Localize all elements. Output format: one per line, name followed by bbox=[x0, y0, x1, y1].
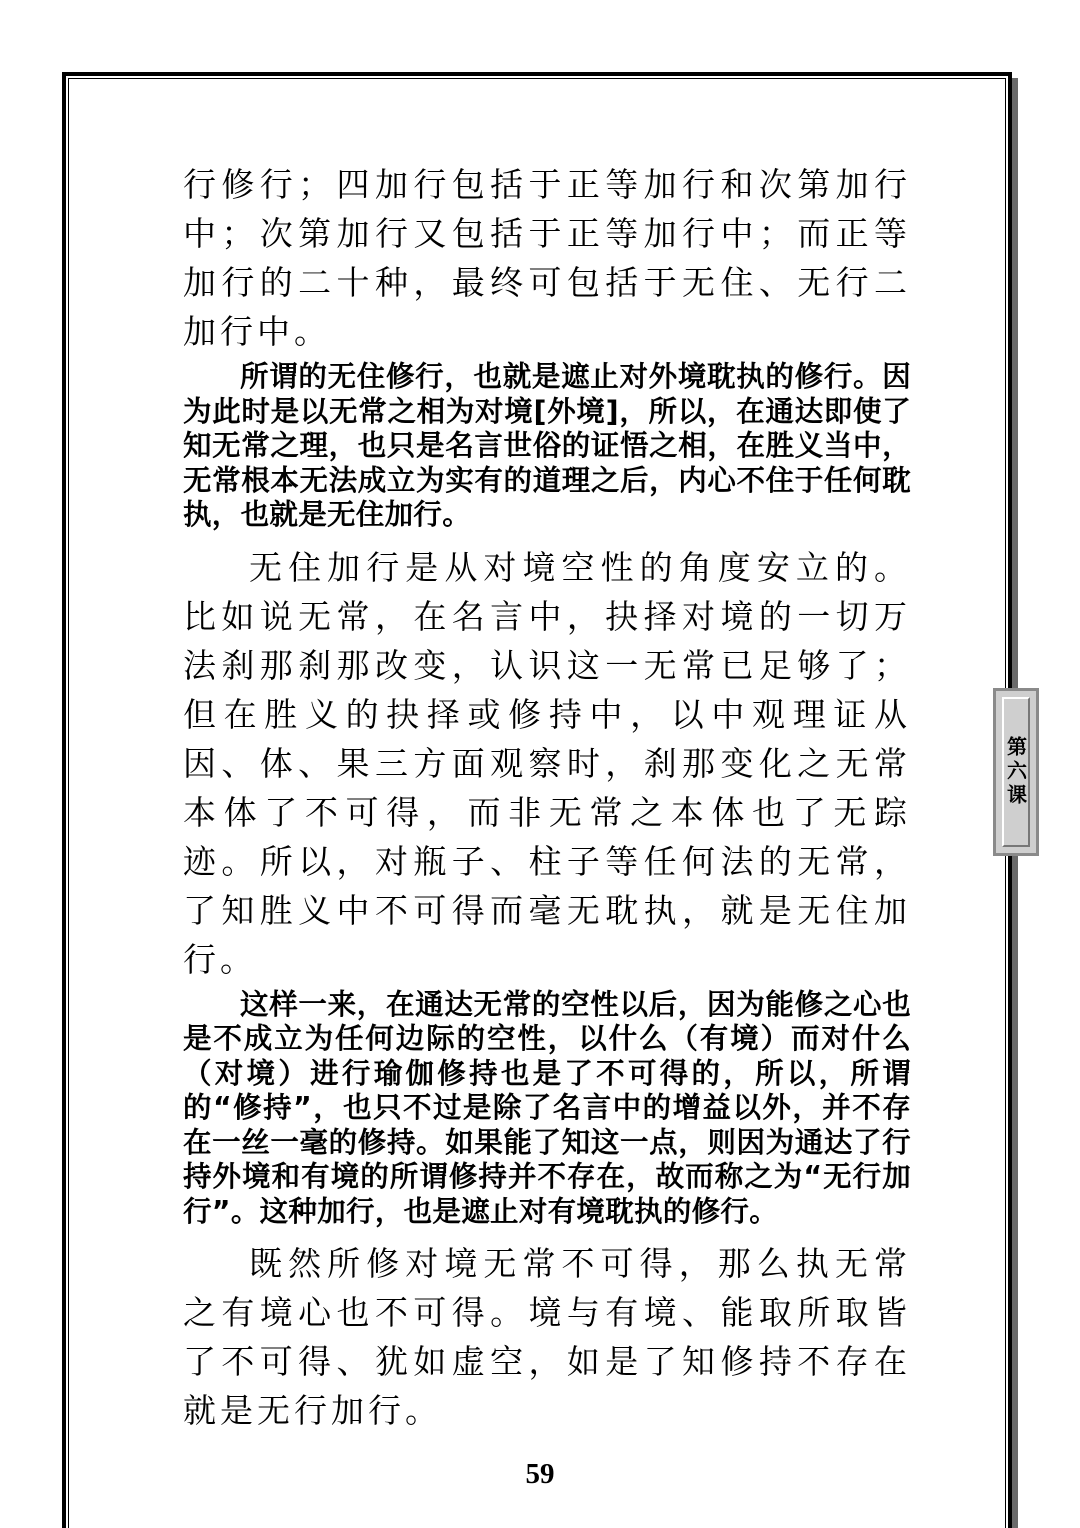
body-text bbox=[183, 160, 911, 1435]
paragraph-3: 无住加行是从对境空性的角度安立的。比如说无常，在名言中，抉择对境的一切万法刹那刹那改变，认识这一无常已足够了；但在胜义的抉择或修持中，以中观理证从因、体、果三方面观察时，刹那变化之无常本体了不可得，而非无常之本体也了无踪迹。所以，对瓶子、柱子等任何法的无常，了知胜义中不可得而毫无耽执，就是无住加行。 bbox=[183, 547, 911, 979]
paragraph-1: 行修行；四加行包括于正等加行和次第加行中；次第加行又包括于正等加行中；而正等加行的二十种，最终可包括于无住、无行二加行中。 bbox=[183, 165, 911, 351]
paragraph-2: 所谓的无住修行，也就是遮止对外境耽执的修行。因为此时是以无常之相为对境[外境]，所以，在通达即使了知无常之理，也只是名言世俗的证悟之相，在胜义当中，无常根本无法成立为实有的道理之后，内心不住于任何耽执，也就是无住加行。 bbox=[183, 360, 911, 531]
paragraph-5: 既然所修对境无常不可得，那么执无常之有境心也不可得。境与有境、能取所取皆了不可得、犹如虚空，如是了知修持不存在就是无行加行。 bbox=[183, 1244, 911, 1430]
chapter-label: 第六课 bbox=[1003, 736, 1028, 808]
chapter-side-tab-inner bbox=[1002, 697, 1030, 847]
chapter-side-tab bbox=[993, 688, 1039, 856]
paragraph-4: 这样一来，在通达无常的空性以后，因为能修之心也是不成立为任何边际的空性，以什么（有境）而对什么（对境）进行瑜伽修持也是了不可得的，所以，所谓的“修持”，也只不过是除了名言中的增益以外，并不存在一丝一毫的修持。如果能了知这一点，则因为通达了行持外境和有境的所谓修持并不存在，故而称之为“无行加行”。这种加行，也是遮止对有境耽执的修行。 bbox=[183, 987, 911, 1228]
page-number: 59 bbox=[525, 1458, 555, 1490]
